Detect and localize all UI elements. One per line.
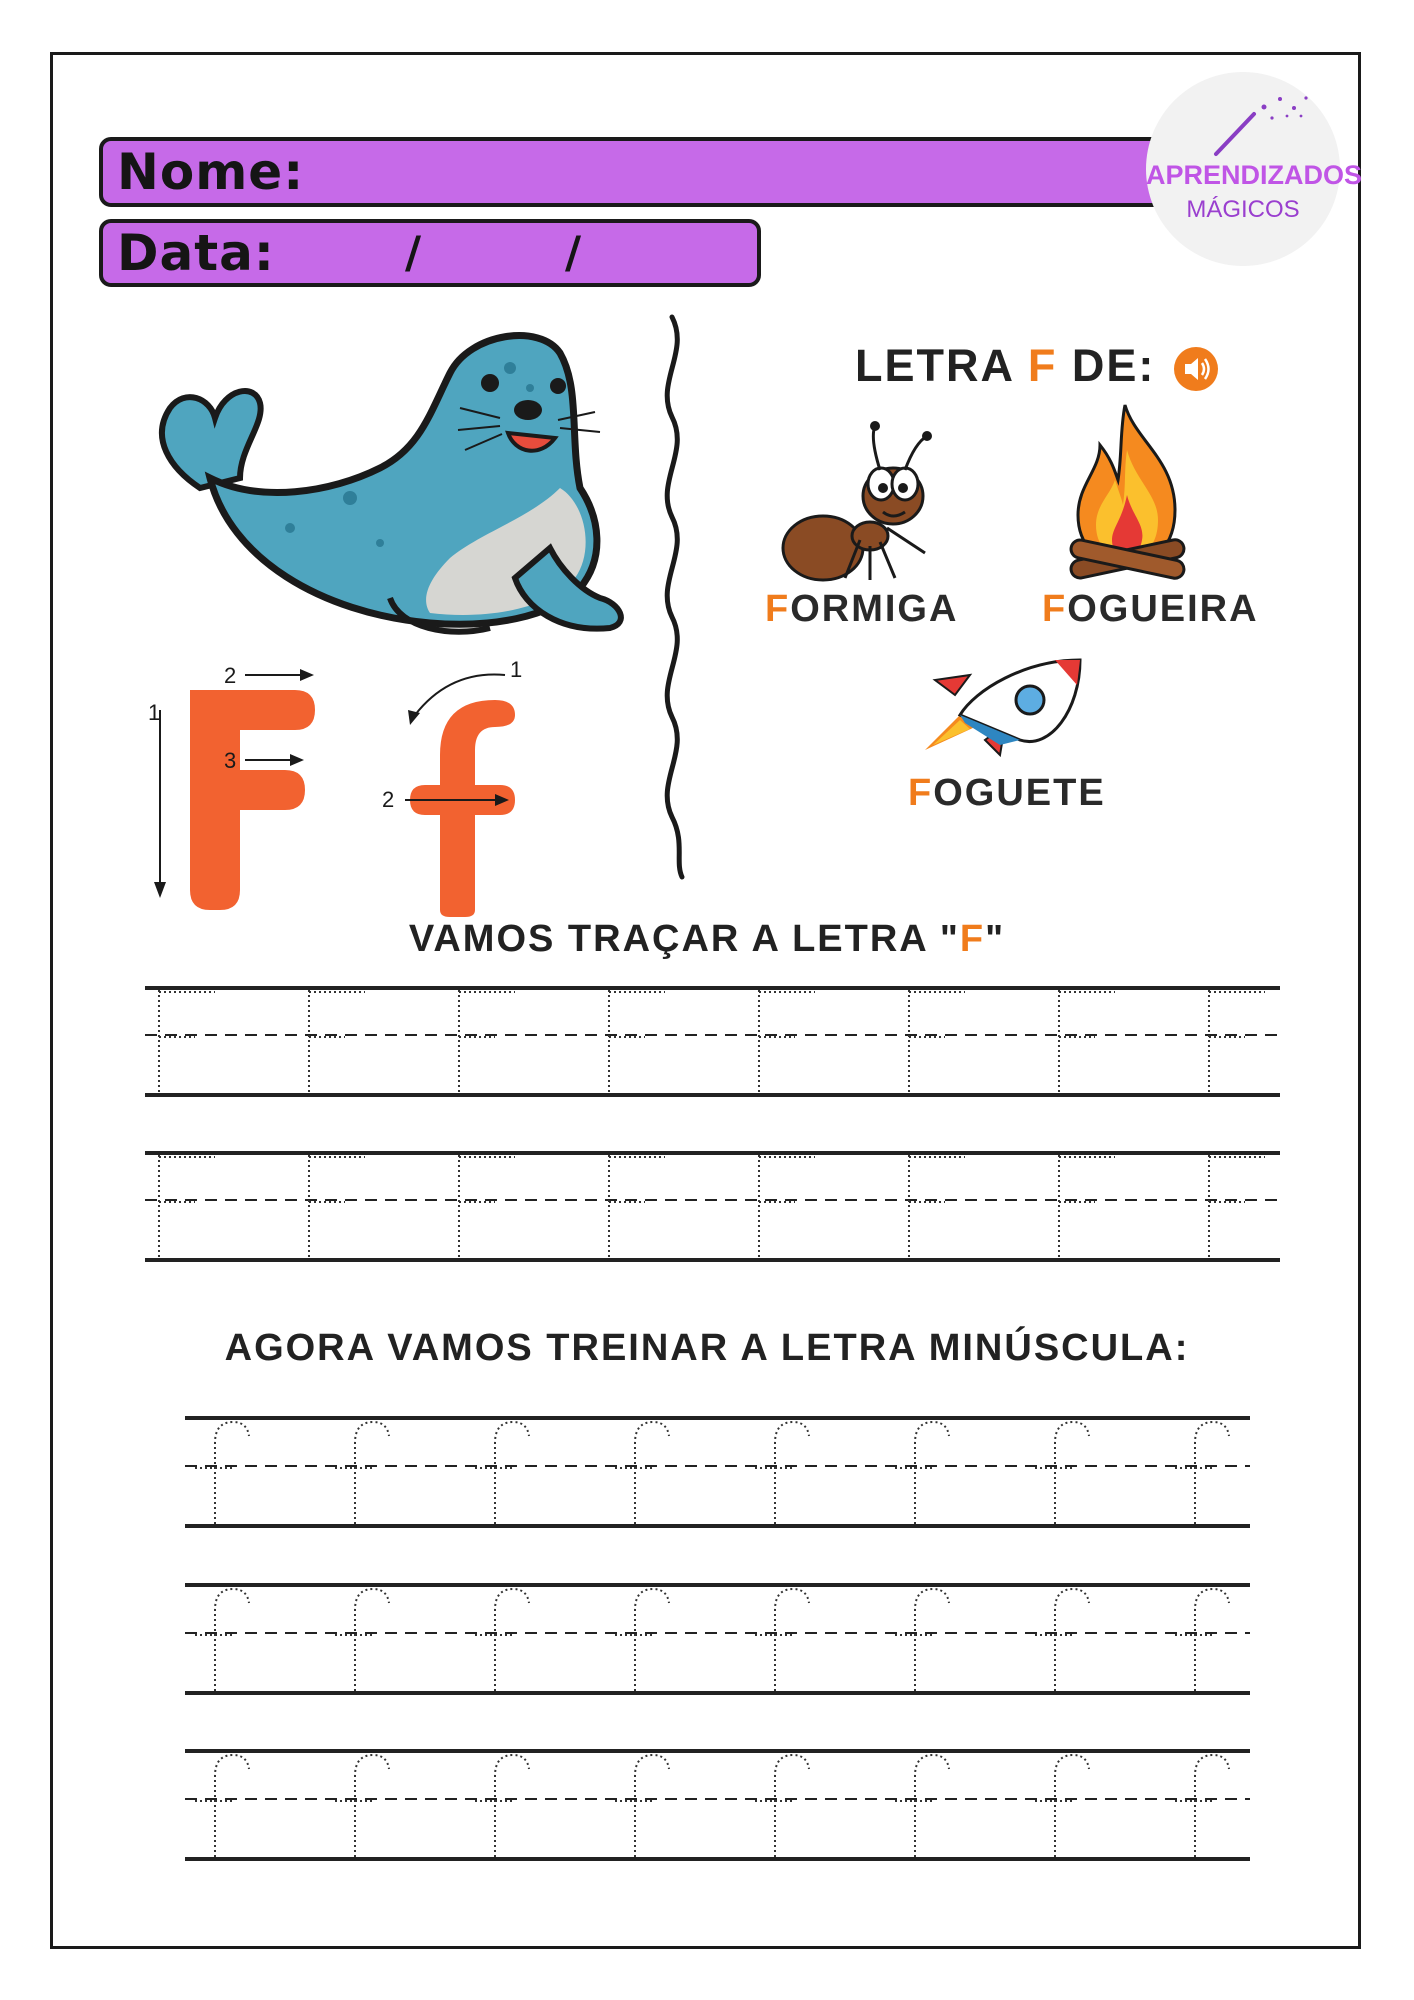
word-first-letter: F — [1042, 588, 1068, 630]
lowercase-tracing-area[interactable] — [185, 1408, 1255, 1868]
uppercase-tracing-area[interactable] — [145, 980, 1285, 1270]
step-number: 2 — [382, 787, 395, 812]
uppercase-f-guide — [140, 660, 330, 920]
speaker-icon[interactable] — [1173, 346, 1219, 392]
trace-title-suffix: " — [985, 918, 1006, 960]
lowercase-f-guide — [380, 655, 540, 920]
trace-title-letter: F — [959, 918, 986, 960]
word-rest: OGUEIRA — [1067, 588, 1259, 630]
logo-title: APRENDIZADOS — [1146, 160, 1363, 190]
word-foguete — [908, 772, 1106, 815]
tracing-row[interactable] — [145, 1153, 1280, 1260]
date-label: Data: — [117, 224, 275, 282]
date-field[interactable] — [99, 219, 761, 287]
trace-uppercase-title — [0, 918, 1414, 961]
name-label: Nome: — [117, 143, 305, 201]
tracing-row[interactable] — [185, 1751, 1250, 1859]
word-first-letter: F — [908, 772, 934, 814]
tracing-row[interactable] — [145, 988, 1280, 1095]
word-first-letter: F — [765, 588, 791, 630]
letter-heading — [855, 340, 1155, 392]
trace-lowercase-title: AGORA VAMOS TREINAR A LETRA MINÚSCULA: — [224, 1327, 1190, 1369]
tracing-row[interactable] — [185, 1418, 1250, 1526]
date-separator: / — [405, 227, 422, 279]
letter-heading-letter: F — [1027, 340, 1058, 391]
step-number: 1 — [148, 700, 161, 725]
step-number: 3 — [224, 748, 237, 773]
step-number: 2 — [224, 663, 237, 688]
ant-icon — [775, 418, 940, 583]
campfire-icon — [1060, 400, 1195, 585]
tracing-row[interactable] — [185, 1585, 1250, 1693]
word-rest: ORMIGA — [790, 588, 959, 630]
name-field[interactable] — [99, 137, 1169, 207]
word-rest: OGUETE — [933, 772, 1106, 814]
word-fogueira — [1042, 588, 1259, 631]
logo-subtitle: MÁGICOS — [1186, 196, 1300, 223]
wavy-divider — [650, 312, 700, 882]
word-formiga — [765, 588, 958, 631]
trace-title-prefix: VAMOS TRAÇAR A LETRA " — [408, 918, 960, 960]
date-separator: / — [565, 227, 582, 279]
brand-logo — [1146, 72, 1363, 266]
rocket-icon — [915, 655, 1090, 760]
letter-heading-suffix: DE: — [1071, 340, 1156, 391]
seal-illustration — [130, 328, 630, 648]
letter-heading-prefix: LETRA — [855, 340, 1014, 391]
step-number: 1 — [510, 657, 523, 682]
